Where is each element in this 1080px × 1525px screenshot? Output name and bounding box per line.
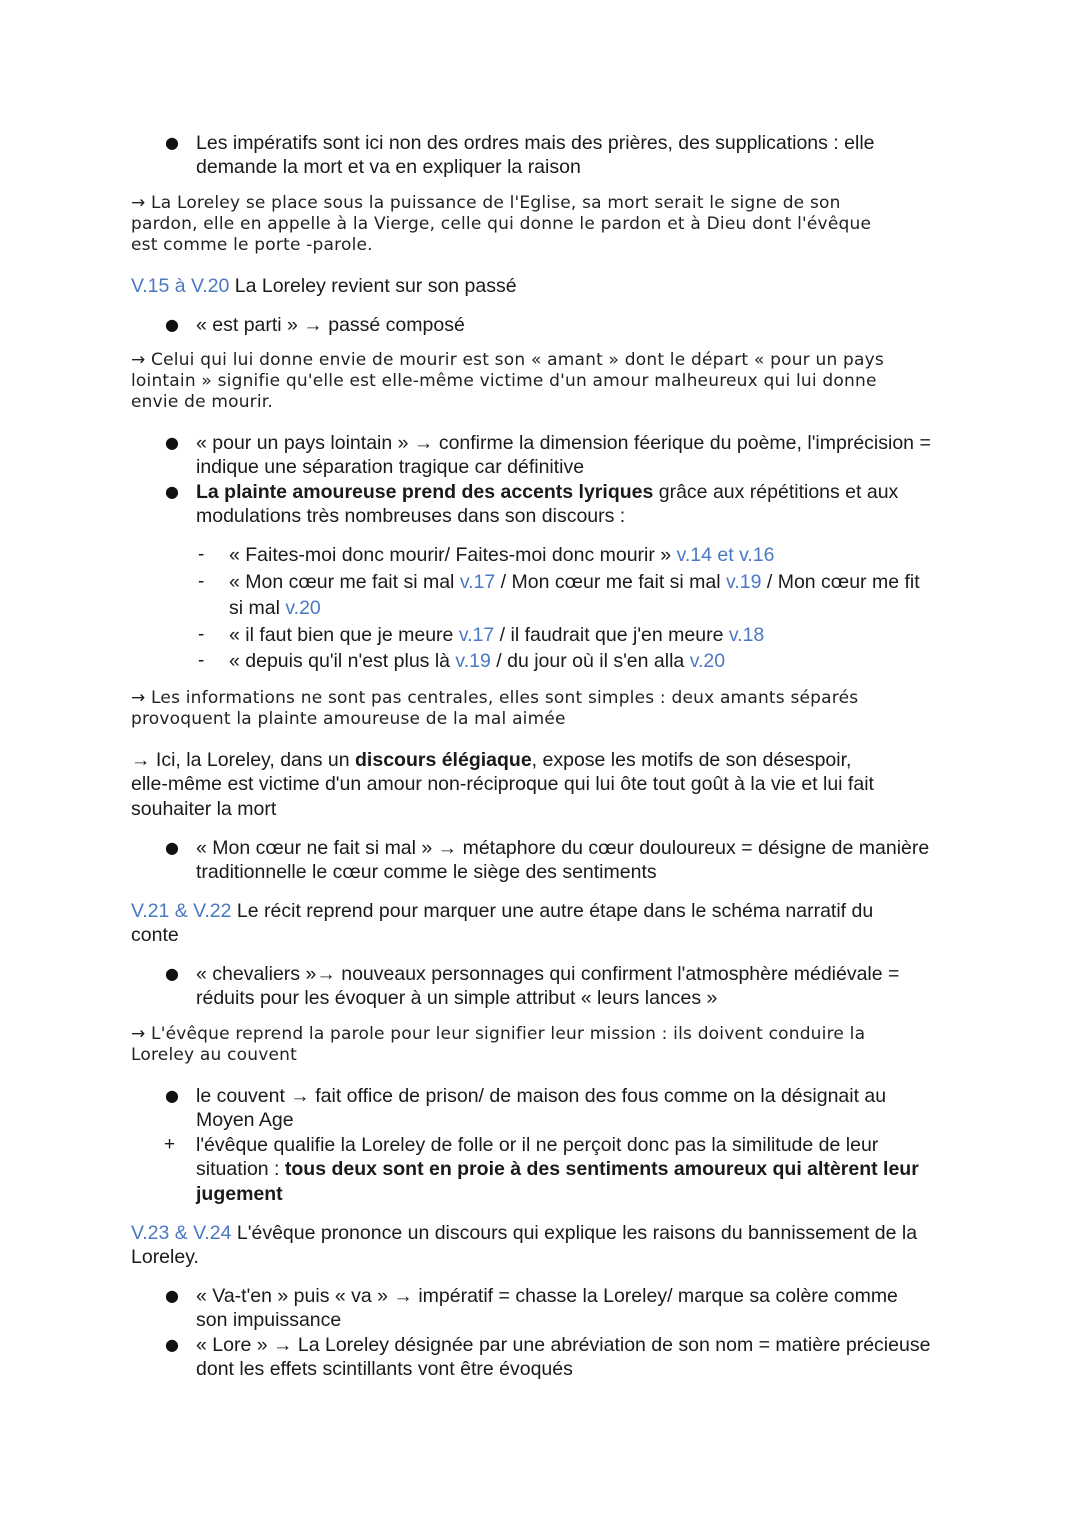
text-line: elle-même est victime d'un amour non-réciproque qui lui ôte tout goût à la vie et lui fait [131, 773, 874, 795]
text-line: Loreley. [131, 1246, 199, 1268]
text-line: l'évêque qualifie la Loreley de folle or il ne perçoit donc pas la similitude de leur [196, 1134, 879, 1156]
dash-marker: - [198, 571, 205, 592]
verse-reference: v.14 et v.16 [676, 544, 775, 566]
text-line: conte [131, 924, 179, 946]
paragraph-line: provoquent la plainte amoureuse de la mal aimée [131, 709, 566, 729]
dash-marker: - [198, 624, 205, 645]
text-line: Moyen Age [196, 1109, 294, 1131]
paragraph-line: → La Loreley se place sous la puissance de l'Eglise, sa mort serait le signe de son [131, 193, 841, 213]
text-line: « Faites-moi donc mourir/ Faites-moi donc mourir » v.14 et v.16 [229, 544, 775, 566]
bullet-marker: ● [165, 1335, 179, 1354]
bullet-marker: ● [165, 482, 179, 501]
section-heading: V.21 & V.22 Le récit reprend pour marquer une autre étape dans le schéma narratif du [131, 900, 874, 922]
verse-reference: v.20 [689, 650, 726, 672]
text-line: demande la mort et va en expliquer la raison [196, 156, 581, 178]
verse-reference: V.23 & V.24 [131, 1222, 232, 1244]
verse-reference: v.19 [726, 571, 762, 593]
plus-marker: + [164, 1134, 176, 1155]
text-line: réduits pour les évoquer à un simple attribut « leurs lances » [196, 987, 718, 1009]
text-line: La plainte amoureuse prend des accents lyriques grâce aux répétitions et aux [196, 481, 899, 503]
paragraph-line: → Celui qui lui donne envie de mourir est son « amant » dont le départ « pour un pays [131, 350, 884, 370]
text-line: Les impératifs sont ici non des ordres mais des prières, des supplications : elle [196, 132, 875, 154]
verse-reference: V.21 & V.22 [131, 900, 232, 922]
bullet-marker: ● [165, 1086, 179, 1105]
text-line: son impuissance [196, 1309, 342, 1331]
verse-reference: v.17 [459, 571, 496, 593]
dash-marker: - [198, 544, 205, 565]
text-line: dont les effets scintillants vont être évoqués [196, 1358, 573, 1380]
text-line: traditionnelle le cœur comme le siège des sentiments [196, 861, 657, 883]
bullet-marker: ● [165, 433, 179, 452]
text-line: → Ici, la Loreley, dans un discours élégiaque, expose les motifs de son désespoir, [131, 749, 852, 771]
paragraph-line: Loreley au couvent [131, 1045, 297, 1065]
paragraph-line: pardon, elle en appelle à la Vierge, celle qui donne le pardon et à Dieu dont l'évêque [131, 214, 872, 234]
bullet-marker: ● [165, 133, 179, 152]
paragraph-line: → L'évêque reprend la parole pour leur signifier leur mission : ils doivent conduire la [131, 1024, 866, 1044]
text-line: situation : tous deux sont en proie à des sentiments amoureux qui altèrent leur [196, 1158, 919, 1180]
verse-reference: V.15 à V.20 [131, 275, 230, 297]
text-line: « est parti » → passé composé [196, 314, 465, 336]
text-line: si mal v.20 [229, 597, 321, 619]
text-line: « Mon cœur ne fait si mal » → métaphore du cœur douloureux = désigne de manière [196, 837, 930, 859]
paragraph-line: envie de mourir. [131, 392, 274, 412]
bullet-marker: ● [165, 964, 179, 983]
text-line: indique une séparation tragique car définitive [196, 456, 585, 478]
text-line: « il faut bien que je meure v.17 / il faudrait que j'en meure v.18 [229, 624, 765, 646]
text-line: modulations très nombreuses dans son discours : [196, 505, 626, 527]
section-heading: V.23 & V.24 L'évêque prononce un discours qui explique les raisons du bannissement de la [131, 1222, 918, 1244]
paragraph-line: est comme le porte -parole. [131, 235, 373, 255]
section-heading: V.15 à V.20 La Loreley revient sur son passé [131, 275, 517, 297]
verse-reference: v.19 [455, 650, 491, 672]
bullet-marker: ● [165, 838, 179, 857]
text-line: « depuis qu'il n'est plus là v.19 / du jour où il s'en alla v.20 [229, 650, 726, 672]
paragraph-line: → Les informations ne sont pas centrales, elles sont simples : deux amants séparés [131, 688, 859, 708]
text-line: jugement [196, 1183, 283, 1205]
text-line: « chevaliers »→ nouveaux personnages qui confirment l'atmosphère médiévale = [196, 963, 900, 985]
text-line: souhaiter la mort [131, 798, 277, 820]
verse-reference: v.20 [285, 597, 321, 619]
text-line: « Va-t'en » puis « va » → impératif = chasse la Loreley/ marque sa colère comme [196, 1285, 898, 1307]
bullet-marker: ● [165, 315, 179, 334]
text-line: « pour un pays lointain » → confirme la dimension féerique du poème, l'imprécision = [196, 432, 931, 454]
text-line: « Lore » → La Loreley désignée par une abréviation de son nom = matière précieuse [196, 1334, 931, 1356]
text-line: le couvent → fait office de prison/ de maison des fous comme on la désignait au [196, 1085, 887, 1107]
verse-reference: v.18 [728, 624, 765, 646]
verse-reference: v.17 [458, 624, 495, 646]
dash-marker: - [198, 650, 205, 671]
text-line: « Mon cœur me fait si mal v.17 / Mon cœur me fait si mal v.19 / Mon cœur me fit [229, 571, 920, 593]
paragraph-line: lointain » signifie qu'elle est elle-même victime d'un amour malheureux qui lui donne [131, 371, 877, 391]
bullet-marker: ● [165, 1286, 179, 1305]
